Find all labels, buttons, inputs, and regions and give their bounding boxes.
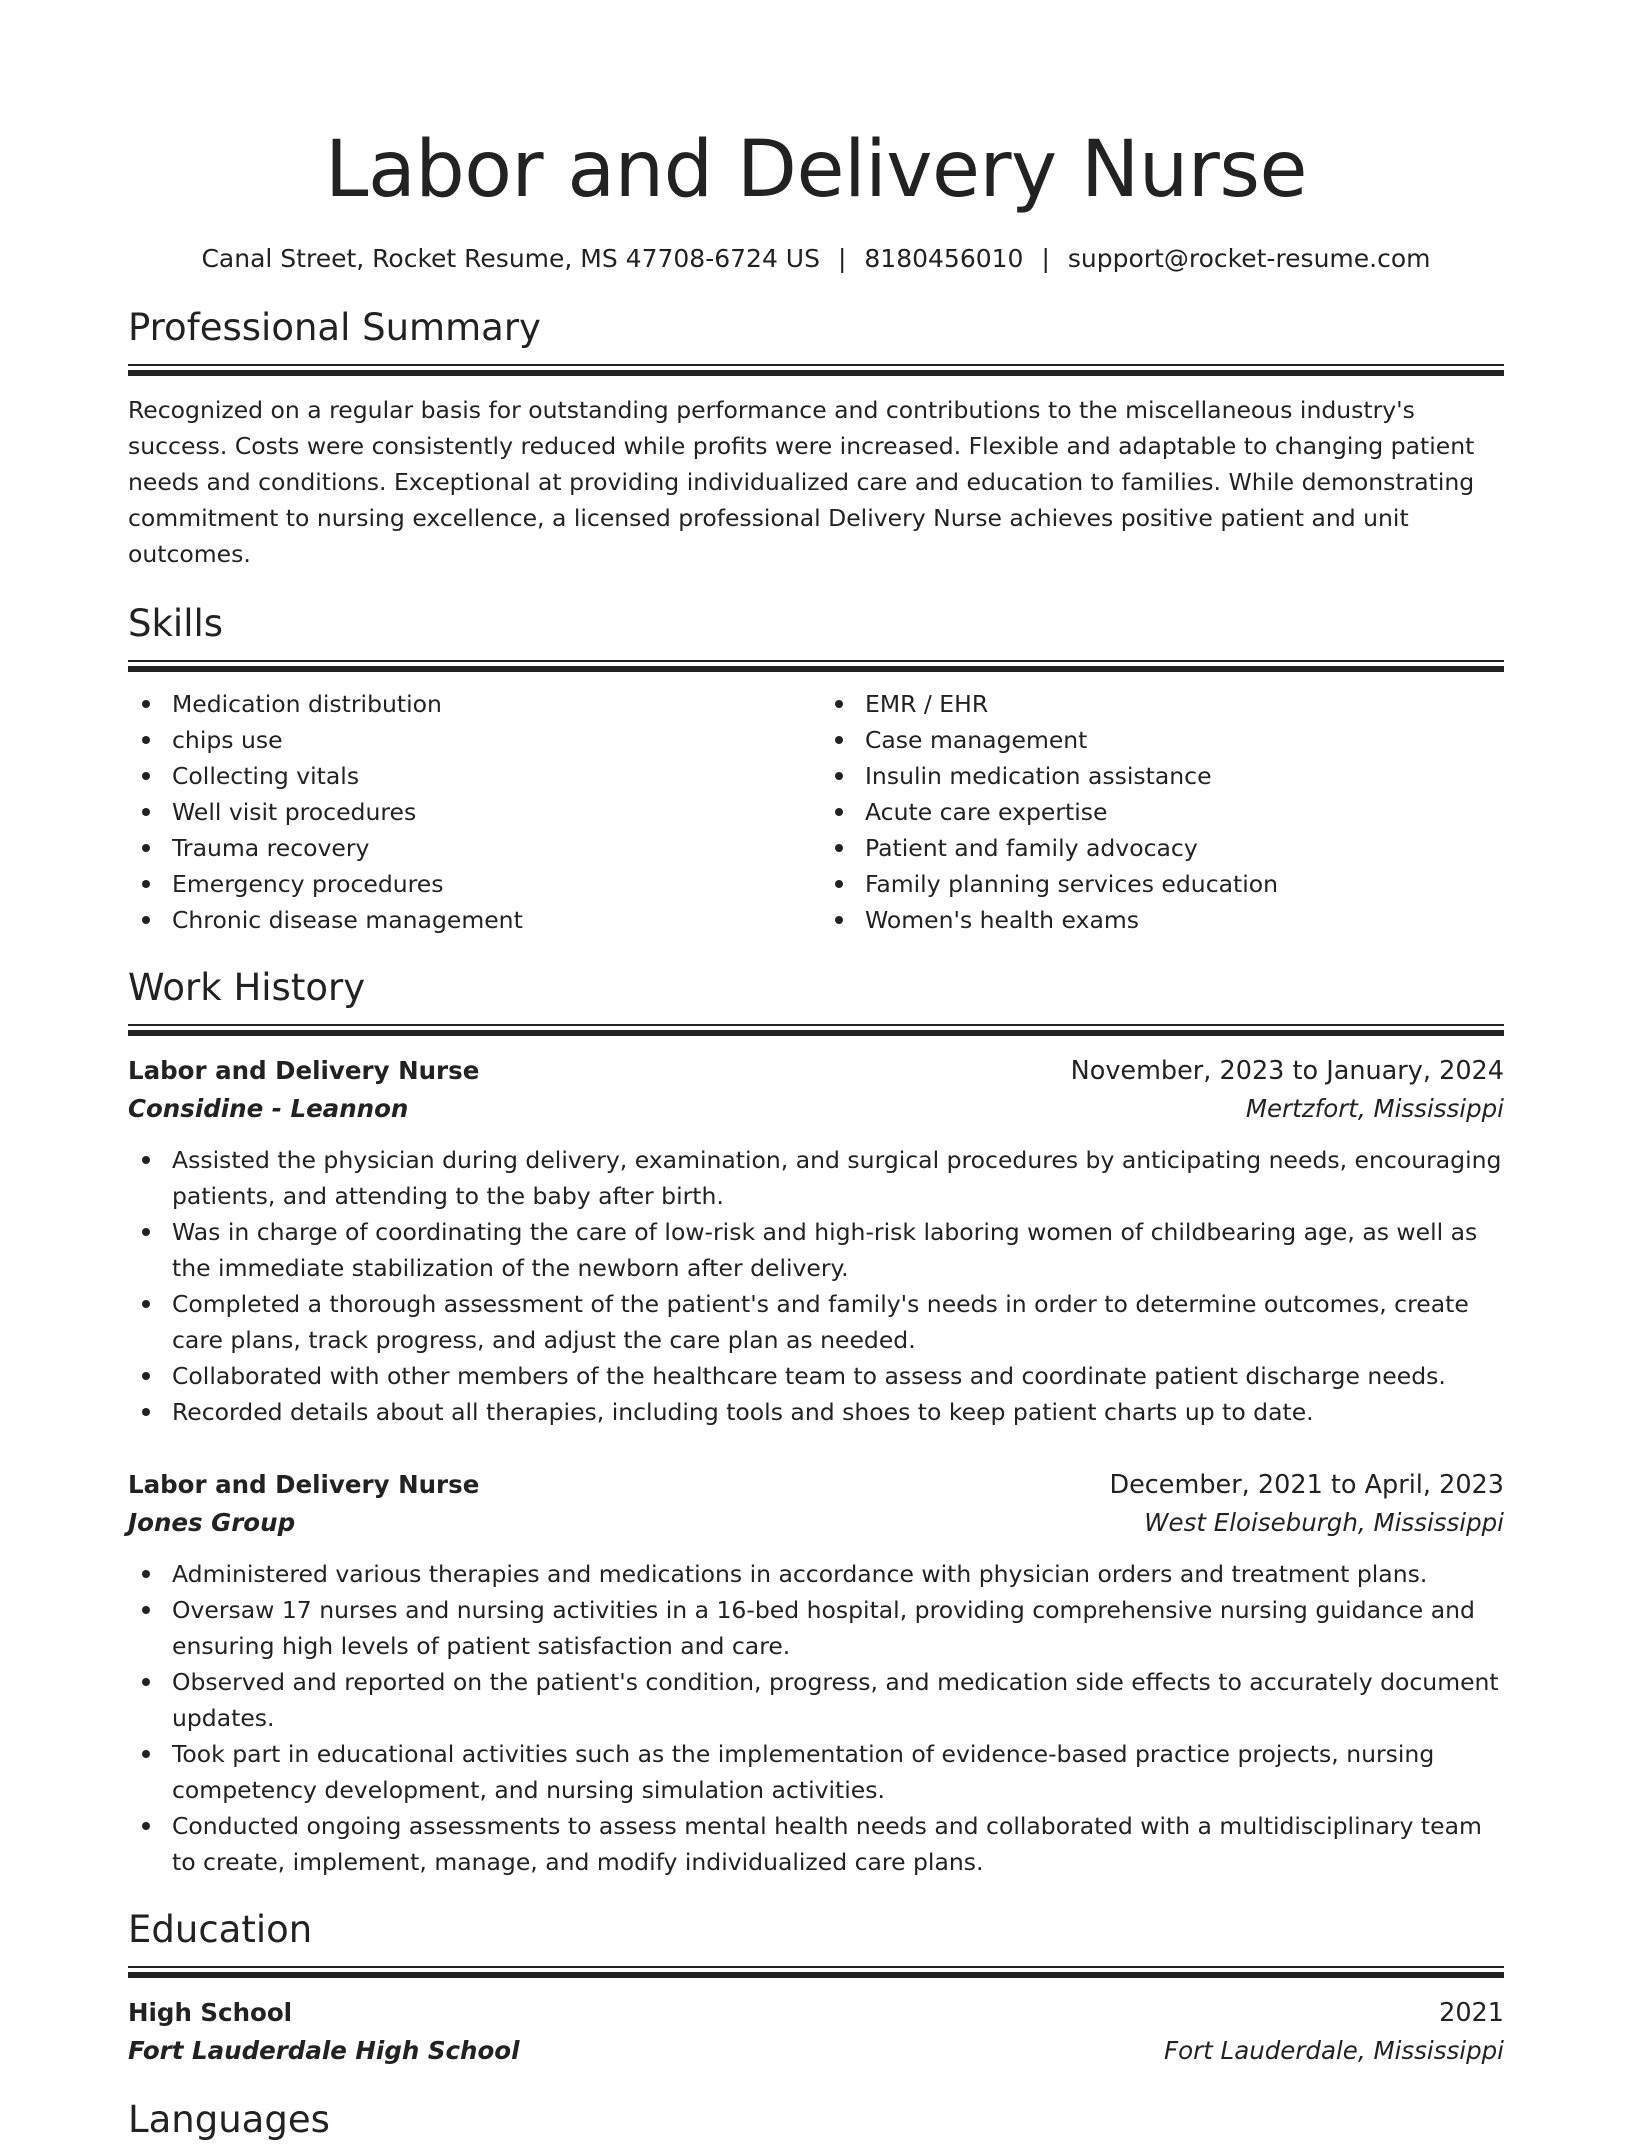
job-bullet: Observed and reported on the patient's condition, progress, and medication side effects to accurately document updates. (128, 1664, 1504, 1736)
job-dates: November, 2023 to January, 2024 (1070, 1056, 1504, 1086)
job-company: Jones Group (128, 1508, 296, 1537)
skill-item: Medication distribution (128, 686, 811, 722)
job-location: West Eloiseburgh, Mississippi (1144, 1508, 1504, 1537)
skill-item: Emergency procedures (128, 866, 811, 902)
section-title: Education (128, 1908, 313, 1951)
skill-item: chips use (128, 722, 811, 758)
job-company-row (128, 1090, 1504, 1128)
skill-item: Patient and family advocacy (821, 830, 1504, 866)
job-entry (128, 1466, 1504, 1880)
section-divider (128, 660, 1504, 670)
section-title: Skills (128, 602, 224, 645)
job-title: Labor and Delivery Nurse (128, 1470, 480, 1499)
summary-text: Recognized on a regular basis for outstanding performance and contributions to the miscellaneous industry's success. Costs were consistently reduced while profits were increased. Flexible and adaptable to changing patient needs and conditions. Exceptional at providing individualized care and education to families. While demonstrating commitment to nursing excellence, a licensed professional Delivery Nurse achieves positive patient and unit outcomes. (128, 396, 1475, 568)
job-bullet: Conducted ongoing assessments to assess mental health needs and collaborated with a multidisciplinary team to create, implement, manage, and modify individualized care plans. (128, 1808, 1504, 1880)
section-title: Professional Summary (128, 306, 541, 349)
education-school: Fort Lauderdale High School (128, 2036, 520, 2065)
job-bullet: Took part in educational activities such as the implementation of evidence-based practice projects, nursing competency development, and nursing simulation activities. (128, 1736, 1504, 1808)
skill-item: Case management (821, 722, 1504, 758)
job-location: Mertzfort, Mississippi (1245, 1094, 1504, 1123)
contact-separator: | (837, 244, 847, 273)
education-entry (128, 1994, 1504, 2070)
section-divider (128, 364, 1504, 374)
job-bullet: Recorded details about all therapies, including tools and shoes to keep patient charts up to date. (128, 1394, 1504, 1430)
languages-section (128, 2096, 1504, 2144)
skills-section (128, 600, 1504, 938)
skill-item: Trauma recovery (128, 830, 811, 866)
contact-line (128, 242, 1504, 276)
work-history-section (128, 964, 1504, 1880)
skill-item: Chronic disease management (128, 902, 811, 938)
section-title: Languages (128, 2098, 330, 2141)
education-location: Fort Lauderdale, Mississippi (1164, 2036, 1504, 2065)
education-year: 2021 (1439, 1998, 1504, 2028)
skills-columns (128, 686, 1504, 938)
job-header-row (128, 1052, 1504, 1090)
skills-list-left (128, 686, 811, 938)
resume-name: Labor and Delivery Nurse (325, 125, 1307, 215)
contact-separator: | (1041, 244, 1050, 273)
education-degree: High School (128, 1998, 293, 2027)
job-bullets (128, 1142, 1504, 1430)
job-bullet: Administered various therapies and medications in accordance with physician orders and treatment plans. (128, 1556, 1504, 1592)
skill-item: Well visit procedures (128, 794, 811, 830)
education-school-row (128, 2032, 1504, 2070)
job-company: Considine - Leannon (128, 1094, 409, 1123)
skill-item: Collecting vitals (128, 758, 811, 794)
resume-page (128, 0, 1504, 2144)
section-divider (128, 1966, 1504, 1976)
job-bullet: Was in charge of coordinating the care of low-risk and high-risk laboring women of childbearing age, as well as the immediate stabilization of the newborn after delivery. (128, 1214, 1504, 1286)
job-title: Labor and Delivery Nurse (128, 1056, 480, 1085)
job-bullet: Completed a thorough assessment of the patient's and family's needs in order to determine outcomes, create care plans, track progress, and adjust the care plan as needed. (128, 1286, 1504, 1358)
contact-address: Canal Street, Rocket Resume, MS 47708-6724 US (201, 244, 820, 273)
section-divider (128, 1024, 1504, 1034)
skill-item: Acute care expertise (821, 794, 1504, 830)
job-bullets (128, 1556, 1504, 1880)
contact-email: support@rocket-resume.com (1067, 244, 1431, 273)
skill-item: Women's health exams (821, 902, 1504, 938)
job-bullet: Collaborated with other members of the healthcare team to assess and coordinate patient discharge needs. (128, 1358, 1504, 1394)
job-header-row (128, 1466, 1504, 1504)
professional-summary-section (128, 304, 1504, 572)
job-dates: December, 2021 to April, 2023 (1109, 1470, 1504, 1500)
skill-item: EMR / EHR (821, 686, 1504, 722)
job-company-row (128, 1504, 1504, 1542)
job-entry (128, 1052, 1504, 1430)
contact-phone: 8180456010 (864, 244, 1024, 273)
education-header-row (128, 1994, 1504, 2032)
education-section (128, 1906, 1504, 2070)
skill-item: Insulin medication assistance (821, 758, 1504, 794)
job-bullet: Assisted the physician during delivery, examination, and surgical procedures by anticipating needs, encouraging patients, and attending to the baby after birth. (128, 1142, 1504, 1214)
section-title: Work History (128, 966, 366, 1009)
skills-list-right (811, 686, 1504, 938)
job-bullet: Oversaw 17 nurses and nursing activities in a 16-bed hospital, providing comprehensive nursing guidance and ensuring high levels of patient satisfaction and care. (128, 1592, 1504, 1664)
skill-item: Family planning services education (821, 866, 1504, 902)
